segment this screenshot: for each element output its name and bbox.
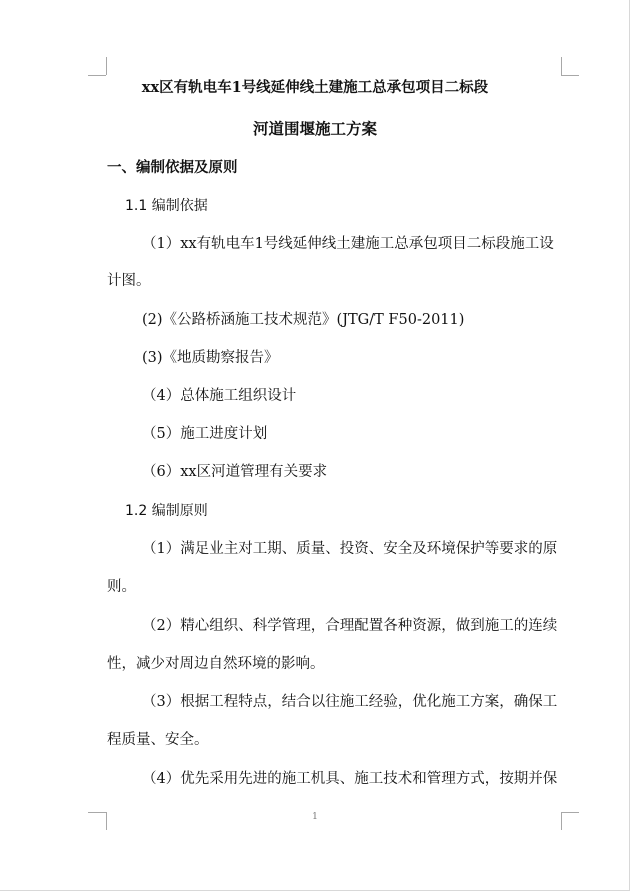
paragraph-line: 程质量、安全。 xyxy=(107,732,209,748)
crop-mark xyxy=(561,57,562,75)
paragraph-line: (3)《地质勘察报告》 xyxy=(142,350,279,366)
paragraph-line: 则。 xyxy=(107,579,136,595)
paragraph-line: （6）xx区河道管理有关要求 xyxy=(142,464,328,480)
section-heading: 一、编制依据及原则 xyxy=(107,159,238,176)
paragraph-line: （3）根据工程特点，结合以往施工经验，优化施工方案，确保工 xyxy=(142,694,558,710)
paragraph-line: （1）xx有轨电车1号线延伸线土建施工总承包项目二标段施工设 xyxy=(142,236,554,252)
paragraph-line: （4）优先采用先进的施工机具、施工技术和管理方式，按期并保 xyxy=(142,771,558,787)
document-title-line1: xx区有轨电车1号线延伸线土建施工总承包项目二标段 xyxy=(141,79,489,96)
document-title-line2: 河道围堰施工方案 xyxy=(252,119,377,138)
paragraph-line: （1）满足业主对工期、质量、投资、安全及环境保护等要求的原 xyxy=(142,541,558,557)
subsection-heading: 1.1 编制依据 xyxy=(125,198,208,214)
paragraph-line: （4）总体施工组织设计 xyxy=(142,388,297,404)
paragraph-line: 性，减少对周边自然环境的影响。 xyxy=(107,656,325,672)
paragraph-line: 计图。 xyxy=(107,273,151,289)
paragraph-line: （2）精心组织、科学管理，合理配置各种资源，做到施工的连续 xyxy=(142,618,558,634)
page-number: 1 xyxy=(312,812,318,822)
paragraph-line: (2)《公路桥涵施工技术规范》(JTG/T F50-2011) xyxy=(142,312,465,328)
paragraph-line: （5）施工进度计划 xyxy=(142,426,268,442)
subsection-heading: 1.2 编制原则 xyxy=(125,503,208,519)
crop-mark xyxy=(106,57,107,75)
